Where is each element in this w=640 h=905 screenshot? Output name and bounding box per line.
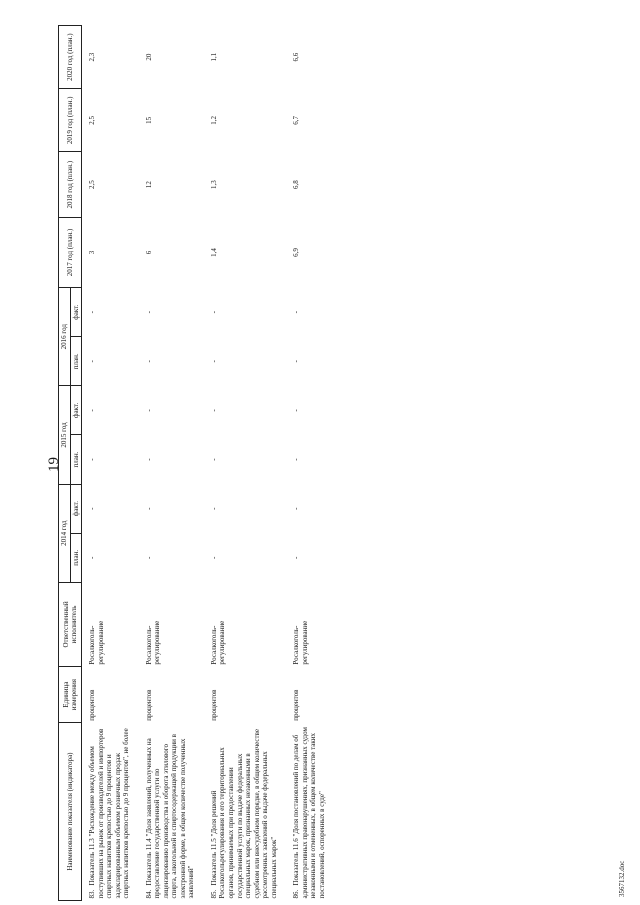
table-row: [286, 26, 334, 901]
table-row: [139, 26, 204, 901]
indicator-name: Показатель 11.6 "Доля постановлений по делам об административных правонарушениях, признанных судом незаконными и отмененных, в общем количестве таких постановлений, оспоренных в суде": [292, 727, 326, 899]
row-number: 86.: [292, 889, 301, 899]
header-unit: Единица измерения: [59, 667, 82, 723]
value-2014-fact: -: [88, 507, 97, 510]
indicator-name: Показатель 11.4 "Доля заявлений, полученных на предоставление государственной услуги по лицензированию производства и оборота этилового спирта, алкогольной и спиртосодержащей продукции в электронной форме, в общем количестве полученных заявлений": [144, 734, 196, 899]
value-2015-plan: -: [144, 458, 153, 461]
value-2019: 2,5: [88, 115, 97, 125]
value-2014-plan: -: [88, 556, 97, 559]
value-2019: 6,7: [292, 115, 301, 125]
page-number: 19: [46, 457, 62, 472]
value-2020: 1,1: [209, 52, 218, 62]
indicator-name: Показатель 11.3 "Расхождение между объемом поступивших на рынок от производителей и импортеров спиртных напитков крепостью до 9 процентов и задекларированным объемом розничных продаж спиртных напитков крепостью до 9 процентов", не более: [88, 728, 131, 899]
value-2014-plan: -: [209, 556, 218, 559]
value-2016-plan: -: [209, 360, 218, 363]
header-2016-plan: план.: [70, 337, 82, 386]
value-2020: 20: [144, 53, 153, 61]
value-2019: 1,2: [209, 115, 218, 125]
responsible-cell: Росалкоголь-регулирование: [88, 620, 105, 665]
indicator-name-cell: [286, 723, 334, 901]
header-2015-fact: факт.: [70, 386, 82, 435]
header-responsible: Ответственный исполнитель: [59, 582, 82, 666]
value-2017: 6,9: [292, 248, 301, 257]
header-2018: 2018 год (план.): [59, 152, 82, 218]
unit-cell: процентов: [88, 689, 97, 721]
header-2016: 2016 год: [59, 288, 71, 386]
value-2014-fact: -: [292, 507, 301, 510]
value-2017: 1,4: [209, 248, 218, 257]
header-2017: 2017 год (план.): [59, 217, 82, 287]
value-2014-plan: -: [144, 556, 153, 559]
value-2015-fact: -: [292, 409, 301, 412]
table-row: [204, 26, 286, 901]
value-2014-plan: -: [292, 556, 301, 559]
value-2016-fact: -: [292, 310, 301, 314]
value-2015-fact: -: [88, 409, 97, 412]
value-2020: 2,3: [88, 52, 97, 62]
indicator-name-cell: [139, 723, 204, 901]
table-row: [82, 26, 139, 901]
row-number: 85.: [209, 889, 218, 899]
responsible-cell: Росалкоголь-регулирование: [292, 620, 309, 665]
header-2020: 2020 год (план.): [59, 26, 82, 89]
value-2019: 15: [144, 116, 153, 124]
value-2018: 1,3: [209, 180, 218, 190]
value-2015-plan: -: [209, 458, 218, 461]
responsible-cell: Росалкоголь-регулирование: [209, 620, 227, 665]
unit-cell: процентов: [144, 689, 153, 721]
header-2016-fact: факт.: [70, 288, 82, 337]
value-2016-fact: -: [209, 310, 218, 314]
value-2015-plan: -: [292, 458, 301, 461]
indicator-name-cell: [204, 723, 286, 901]
value-2020: 6,6: [292, 52, 301, 62]
indicator-name: Показатель 11.5 "Доля решений Росалкогольрегулирования и его территориальных органов, принимаемых при предоставлении государственной услуги по выдаче федеральных специальных марок, признанных незаконными в судебном или внесудебном порядке, в общем количестве рассмотренных заявлений о выдаче федеральных специальных марок": [209, 729, 278, 899]
header-2014-fact: факт.: [70, 484, 82, 533]
header-2019: 2019 год (план.): [59, 89, 82, 152]
header-row-1: [59, 26, 71, 901]
value-2015-plan: -: [88, 458, 97, 461]
value-2015-fact: -: [144, 409, 153, 412]
header-2014-plan: план.: [70, 533, 82, 582]
value-2016-plan: -: [144, 360, 153, 363]
value-2018: 2,5: [88, 180, 97, 190]
header-2014: 2014 год: [59, 484, 71, 582]
unit-cell: процентов: [292, 689, 301, 721]
document-id: 3567132.doc: [618, 860, 626, 897]
header-name: Наименование показателя (индикатора): [59, 723, 82, 901]
value-2014-fact: -: [144, 507, 153, 510]
header-2015: 2015 год: [59, 386, 71, 484]
value-2015-fact: -: [209, 409, 218, 412]
value-2018: 12: [144, 181, 153, 189]
header-2015-plan: план.: [70, 435, 82, 484]
value-2014-fact: -: [209, 507, 218, 510]
responsible-cell: Росалкоголь-регулирование: [144, 620, 162, 665]
value-2018: 6,8: [292, 180, 301, 190]
unit-cell: процентов: [209, 689, 218, 721]
value-2017: 3: [88, 250, 97, 255]
value-2016-fact: -: [144, 310, 153, 314]
value-2016-fact: -: [88, 310, 97, 314]
row-number: 83.: [88, 889, 97, 899]
value-2017: 6: [144, 250, 153, 255]
row-number: 84.: [144, 889, 153, 899]
value-2016-plan: -: [292, 360, 301, 363]
indicator-name-cell: [82, 723, 139, 901]
value-2016-plan: -: [88, 360, 97, 363]
indicators-table: [58, 25, 334, 901]
